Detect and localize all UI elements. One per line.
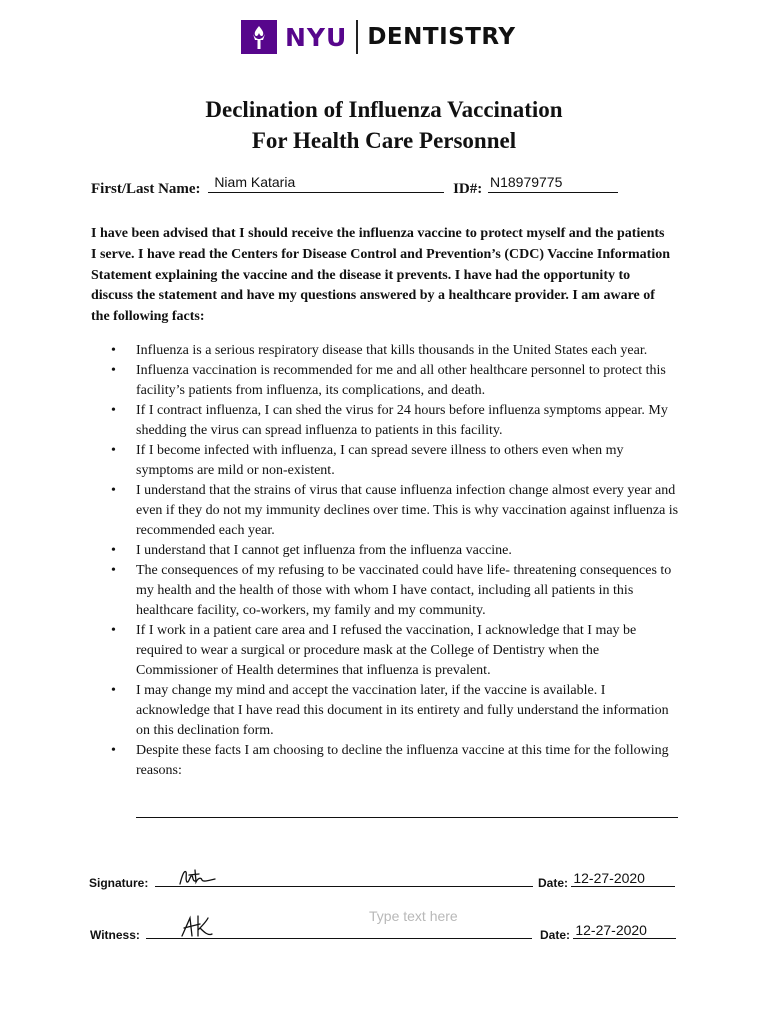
signature-date-value: 12-27-2020 [573,870,645,886]
logo-dentistry-text: DENTISTRY [367,24,516,50]
identity-row [91,176,618,198]
signature-label: Signature: [89,876,149,890]
witness-date-value: 12-27-2020 [575,922,647,938]
list-item: • The consequences of my refusing to be vaccinated could have life- threatening consequences to my health and the health of those with whom I have contact, including all patients in this healthcare facility, co-workers, my family and my community. [111,563,672,618]
title-line-1: Declination of Influenza Vaccination [205,97,563,122]
name-field[interactable] [208,176,444,193]
logo-divider [356,20,358,54]
id-label: ID#: [453,181,483,197]
document-title [0,94,768,156]
signature-row [89,872,533,890]
witness-date-row [540,924,676,942]
name-value: Niam Kataria [214,174,296,190]
list-item: • I may change my mind and accept the vaccination later, if the vaccine is available. I acknowledge that I have read this document in its entirety and fully understand the information on this declination form. [111,683,669,738]
list-item: • Despite these facts I am choosing to decline the influenza vaccine at this time for the following reasons: [111,743,669,778]
witness-date-field[interactable] [573,924,676,939]
reasons-input-line[interactable] [136,817,678,818]
nyu-dentistry-logo [241,20,516,54]
id-field[interactable] [488,176,618,193]
facts-list [91,341,681,781]
signature-date-field[interactable] [571,872,675,887]
torch-icon [241,20,277,54]
signature-date-label: Date: [538,876,569,890]
list-item: • I understand that the strains of virus that cause influenza infection change almost every year and even if they do not my immunity declines over time. This is why vaccination against influenza is recommended each year. [111,483,679,538]
list-item: • If I contract influenza, I can shed the virus for 24 hours before influenza symptoms appear. My shedding the virus can spread influenza to patients in this facility. [111,403,668,438]
witness-row [90,924,532,942]
title-line-2: For Health Care Personnel [251,128,517,153]
signature-date-row [538,872,675,890]
witness-text-placeholder[interactable]: Type text here [369,908,458,924]
intro-paragraph: I have been advised that I should receive the influenza vaccine to protect myself and the patients I serve. I have read the Centers for Disease Control and Prevention’s (CDC) Vaccine Information Statement explaining the vaccine and the disease it prevents. I have had the opportunity to discuss the statement and have my questions answered by a healthcare provider. I am aware of the following facts: [91,226,670,325]
list-item: • I understand that I cannot get influenza from the influenza vaccine. [111,543,512,558]
signature-scribble [177,866,219,888]
id-value: N18979775 [489,174,563,190]
list-item: • If I become infected with influenza, I can spread severe illness to others even when my symptoms are mild or non-existent. [111,443,624,478]
logo-nyu-text: NYU [285,22,348,52]
witness-date-label: Date: [540,928,571,942]
list-item: • Influenza vaccination is recommended for me and all other healthcare personnel to protect this facility’s patients from influenza, its complications, and death. [111,363,666,398]
signature-field[interactable] [155,872,533,887]
list-item: • If I work in a patient care area and I refused the vaccination, I acknowledge that I may be required to wear a surgical or procedure mask at the College of Dentistry when the Commissioner of Health determines that influenza is prevalent. [111,623,637,678]
witness-label: Witness: [90,928,140,942]
witness-field[interactable] [146,924,532,939]
witness-scribble [178,912,214,940]
name-label: First/Last Name: [91,181,201,197]
list-item: • Influenza is a serious respiratory disease that kills thousands in the United States each year. [111,343,648,358]
